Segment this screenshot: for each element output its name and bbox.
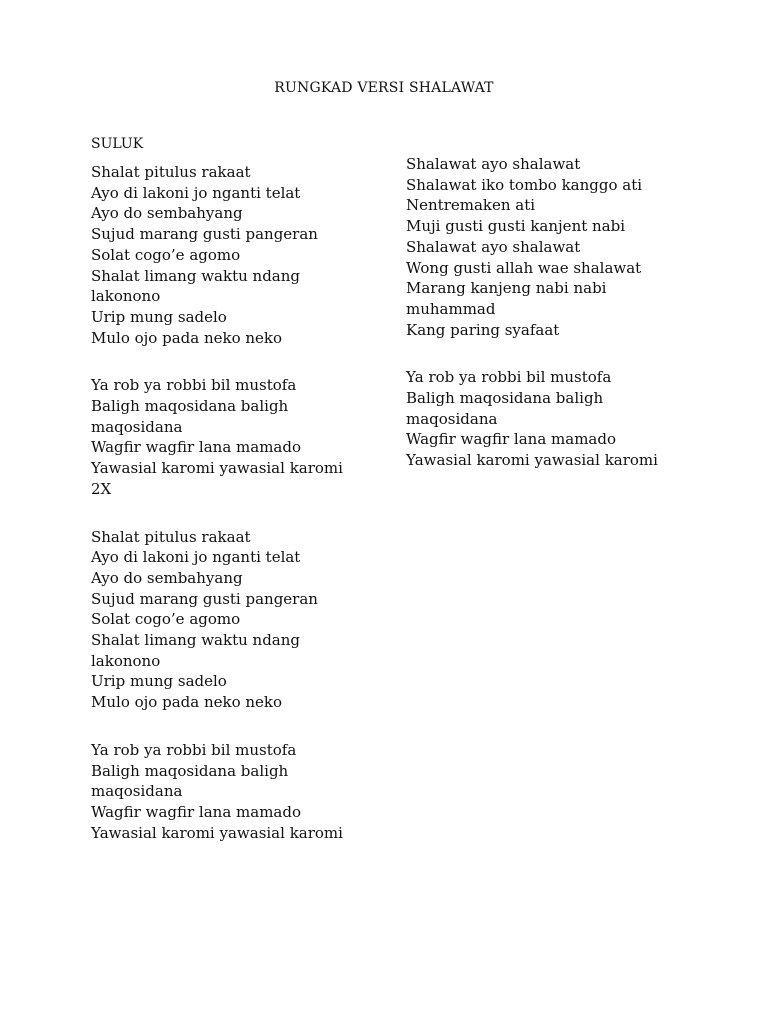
lyric-line: Shalat limang waktu ndang lakonono <box>91 631 301 670</box>
lyric-line: Urip mung sadelo <box>91 307 227 326</box>
stanza-2 <box>91 375 361 499</box>
left-column <box>91 134 361 843</box>
stanza-shalawat <box>406 154 676 340</box>
lyric-line: Mulo ojo pada neko neko <box>91 693 283 712</box>
lyric-line: Sujud marang gusti pangeran <box>91 225 318 244</box>
lyric-line: Wagfir wagfir lana mamado <box>406 430 617 449</box>
document-title: RUNGKAD VERSI SHALAWAT <box>274 80 494 96</box>
lyric-line: Shalat pitulus rakaat <box>91 527 251 546</box>
lyric-line: Baligh maqosidana baligh maqosidana <box>91 761 289 801</box>
lyric-line: Yawasial karomi yawasial karomi <box>91 823 343 842</box>
right-column <box>406 154 676 498</box>
lyric-line: Shalawat iko tombo kanggo ati <box>406 175 643 194</box>
lyric-line: Ya rob ya robbi bil mustofa <box>406 368 612 387</box>
lyric-line: Mulo ojo pada neko neko <box>91 328 283 347</box>
lyric-line: Wagfir wagfir lana mamado <box>91 438 302 457</box>
lyric-line: Shalawat ayo shalawat <box>406 237 581 256</box>
lyric-line: Shalat limang waktu ndang lakonono <box>91 266 301 306</box>
lyric-line: Wagfir wagfir lana mamado <box>91 802 302 821</box>
lyric-line: Marang kanjeng nabi nabi muhammad <box>406 279 607 318</box>
stanza-yarob <box>406 367 676 471</box>
lyric-line: Muji gusti gusti kanjent nabi <box>406 217 626 236</box>
lyric-line: Shalawat ayo shalawat <box>406 155 581 173</box>
lyric-line: Ayo di lakoni jo nganti telat <box>91 183 301 202</box>
lyric-line: Nentremaken ati <box>406 196 536 215</box>
lyric-line: Yawasial karomi yawasial karomi 2X <box>91 459 343 498</box>
lyric-line: Ayo do sembahyang <box>91 204 243 223</box>
lyric-line: Sujud marang gusti pangeran <box>91 589 318 608</box>
lyric-line: Solat cogo’e agomo <box>91 610 241 629</box>
section-heading: SULUK <box>91 136 144 152</box>
lyric-line: Kang paring syafaat <box>406 320 560 339</box>
lyric-line: Solat cogo’e agomo <box>91 245 241 264</box>
lyric-line: Urip mung sadelo <box>91 672 227 691</box>
stanza-3 <box>91 527 361 713</box>
stanza-1 <box>91 162 361 348</box>
lyric-line: Baligh maqosidana baligh maqosidana <box>91 397 289 436</box>
lyric-line: Baligh maqosidana baligh maqosidana <box>406 389 604 428</box>
lyric-line: Wong gusti allah wae shalawat <box>406 258 642 277</box>
lyric-line: Yawasial karomi yawasial karomi <box>406 451 658 470</box>
lyric-line: Shalat pitulus rakaat <box>91 163 251 181</box>
stanza-4 <box>91 740 361 844</box>
lyric-line: Ya rob ya robbi bil mustofa <box>91 740 297 759</box>
lyric-line: Ayo do sembahyang <box>91 568 243 587</box>
lyric-line: Ya rob ya robbi bil mustofa <box>91 376 297 395</box>
lyric-line: Ayo di lakoni jo nganti telat <box>91 548 301 567</box>
